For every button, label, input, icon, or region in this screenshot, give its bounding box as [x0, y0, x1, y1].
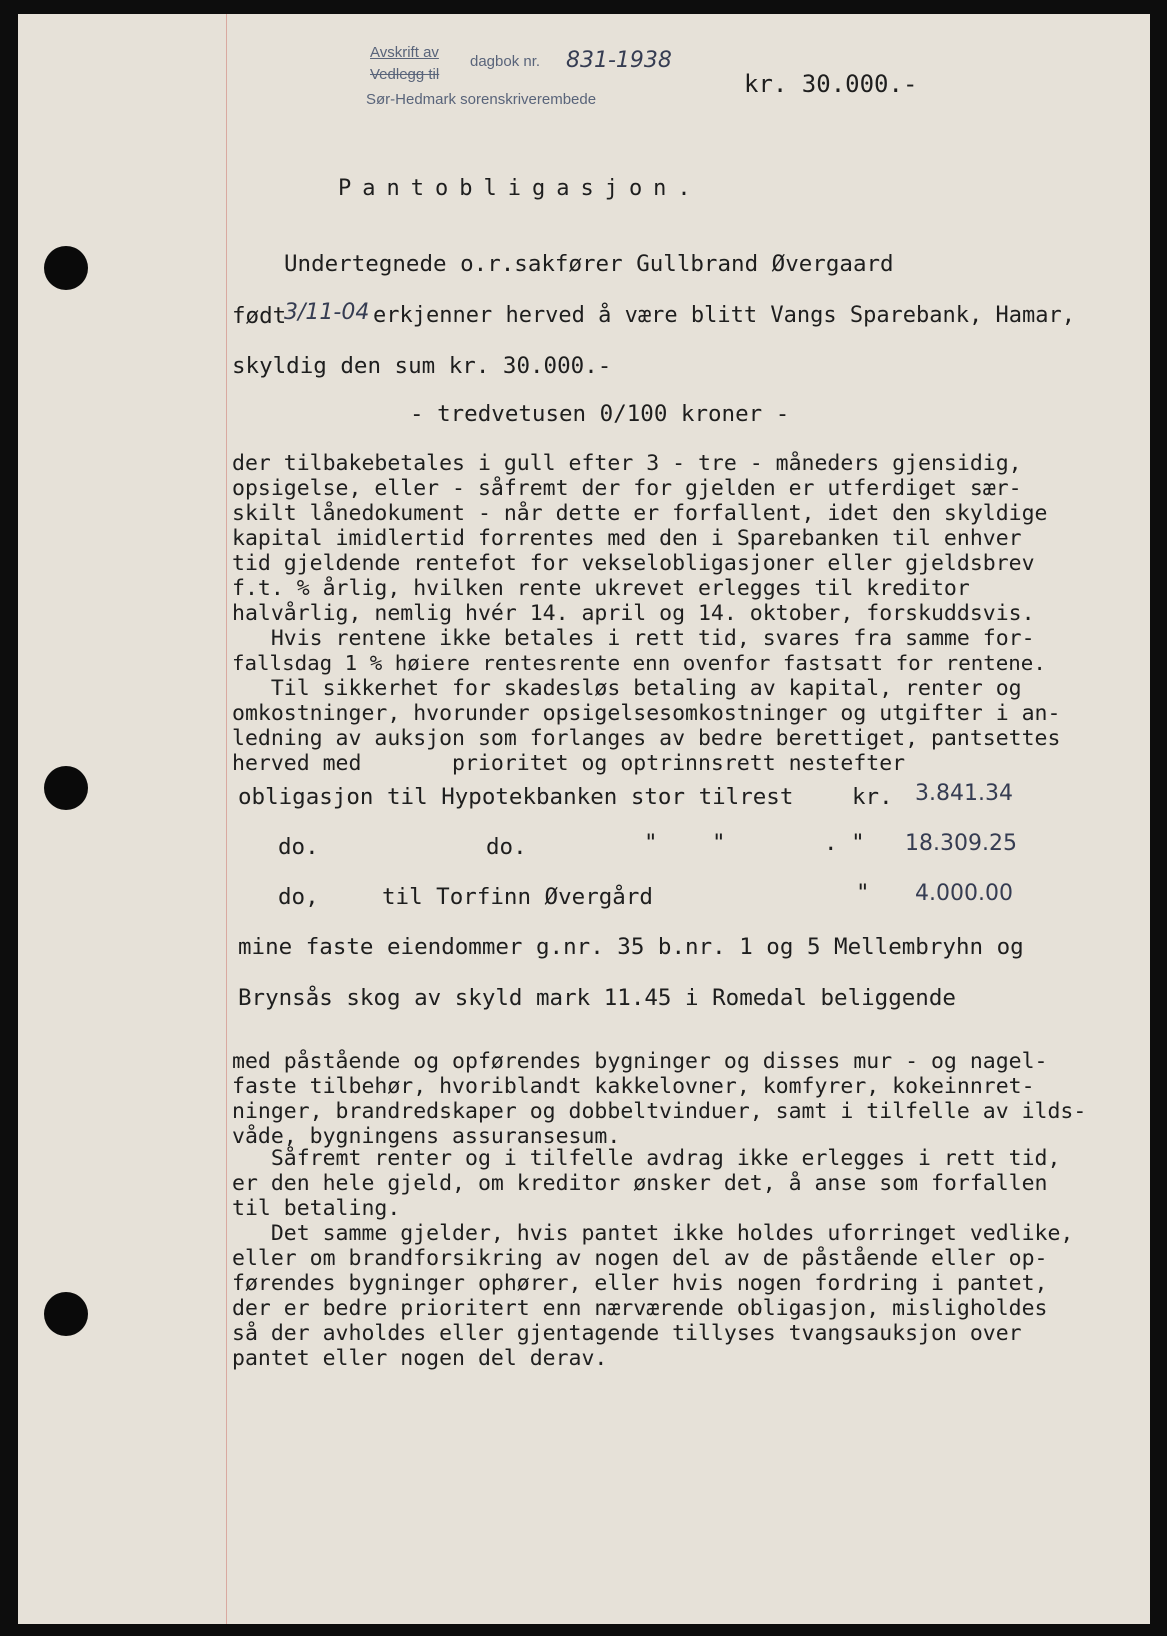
terms-line: f.t. % årlig, hvilken rente ukrevet erlegges til kreditor: [232, 576, 970, 601]
intro-birth-date: 3/11-04: [284, 300, 370, 325]
terms-line: tid gjeldende rentefot for vekselobligasjoner eller gjeldsbrev: [232, 551, 1035, 576]
priority-row-1-desc: obligasjon til Hypotekbanken stor tilrest: [238, 784, 794, 810]
terms-line: der tilbakebetales i gull efter 3 - tre - måneders gjensidig,: [232, 451, 1022, 476]
priority-row-2-ditto-1: ": [644, 830, 658, 856]
terms-line: herved med prioritet og optrinnsrett nestefter: [232, 751, 906, 776]
stamp-office: Sør-Hedmark sorenskriverembede: [366, 91, 597, 108]
terms-line: ledning av auksjon som forlanges av bedre berettiget, pantsettes: [232, 726, 1061, 751]
terms-line: kapital imidlertid forrentes med den i Sparebanken til enhver: [232, 526, 1022, 551]
closing-line: pantet eller nogen del derav.: [232, 1346, 608, 1371]
stamp-dagbok: dagbok nr.: [470, 53, 541, 70]
terms-line: skilt lånedokument - når dette er forfallent, idet den skyldige: [232, 501, 1048, 526]
closing-line: så der avholdes eller gjentagende tillyses tvangsauksjon over: [232, 1321, 1022, 1346]
closing-line: er den hele gjeld, om kreditor ønsker det, å anse som forfallen: [232, 1171, 1048, 1196]
closing-line: faste tilbehør, hvoriblandt kakkelovner, komfyrer, kokeinnret-: [232, 1074, 1035, 1099]
closing-line: eller om brandforsikring av nogen del av de påstående eller op-: [232, 1246, 1048, 1271]
terms-line: Til sikkerhet for skadesløs betaling av kapital, renter og: [232, 676, 1022, 701]
priority-row-2-amount: 18.309.25: [905, 831, 1017, 856]
terms-line: Hvis rentene ikke betales i rett tid, svares fra samme for-: [232, 626, 1035, 651]
header-amount: kr. 30.000.-: [744, 70, 918, 98]
terms-line: opsigelse, eller - såfremt der for gjelden er utferdiget sær-: [232, 476, 1022, 501]
document-title: Pantobligasjon.: [338, 176, 702, 201]
priority-row-3-amount: 4.000.00: [915, 881, 1013, 906]
closing-line: førendes bygninger ophører, eller hvis nogen fordring i pantet,: [232, 1271, 1048, 1296]
priority-row-3-currency: ": [856, 880, 870, 906]
property-line: mine faste eiendommer g.nr. 35 b.nr. 1 og 5 Mellembryhn og: [238, 934, 1024, 960]
property-line: Brynsås skog av skyld mark 11.45 i Romedal beliggende: [238, 985, 956, 1011]
terms-line: omkostninger, hvorunder opsigelsesomkostninger og utgifter i an-: [232, 701, 1061, 726]
closing-line: med påstående og opførendes bygninger og disses mur - og nagel-: [232, 1049, 1048, 1074]
punch-hole-middle: [44, 766, 88, 810]
priority-row-2-ditto-2: ": [712, 830, 726, 856]
punch-hole-bottom: [44, 1292, 88, 1336]
priority-row-2-desc2: do.: [486, 834, 527, 860]
priority-row-3-desc2: til Torfinn Øvergård: [382, 884, 653, 910]
punch-hole-top: [44, 246, 88, 290]
closing-line: Det samme gjelder, hvis pantet ikke holdes uforringet vedlike,: [232, 1221, 1074, 1246]
stamp-struck-label: Vedlegg til: [370, 66, 440, 83]
terms-line: fallsdag 1 % høiere rentesrente enn ovenfor fastsatt for rentene.: [232, 651, 1046, 675]
intro-line-1: Undertegnede o.r.sakfører Gullbrand Øvergaard: [284, 251, 894, 277]
closing-line: der er bedre prioritert enn nærværende obligasjon, misligholdes: [232, 1296, 1048, 1321]
margin-rule: [226, 14, 227, 1624]
document-page: [18, 14, 1150, 1624]
terms-line: halvårlig, nemlig hvér 14. april og 14. oktober, forskuddsvis.: [232, 601, 1035, 626]
intro-line-3: skyldig den sum kr. 30.000.-: [232, 353, 612, 379]
intro-line-2-born: født: [232, 303, 287, 329]
closing-line: Såfremt renter og i tilfelle avdrag ikke erlegges i rett tid,: [232, 1146, 1061, 1171]
intro-line-2-rest: erkjenner herved å være blitt Vangs Sparebank, Hamar,: [373, 303, 1075, 328]
intro-line-4: - tredvetusen 0/100 kroner -: [410, 401, 790, 427]
closing-line: ninger, brandredskaper og dobbeltvinduer, samt i tilfelle av ilds-: [232, 1099, 1087, 1124]
closing-line: våde, bygningens assuransesum.: [232, 1124, 621, 1149]
stamp-avskrift: Avskrift av: [370, 44, 439, 61]
priority-row-3-desc: do,: [278, 884, 319, 910]
priority-row-2-currency: . ": [824, 830, 865, 856]
priority-row-1-currency: kr.: [852, 784, 893, 810]
closing-line: til betaling.: [232, 1196, 401, 1221]
priority-row-2-desc: do.: [278, 834, 319, 860]
priority-row-1-amount: 3.841.34: [915, 781, 1013, 806]
diary-number: 831-1938: [566, 48, 672, 73]
